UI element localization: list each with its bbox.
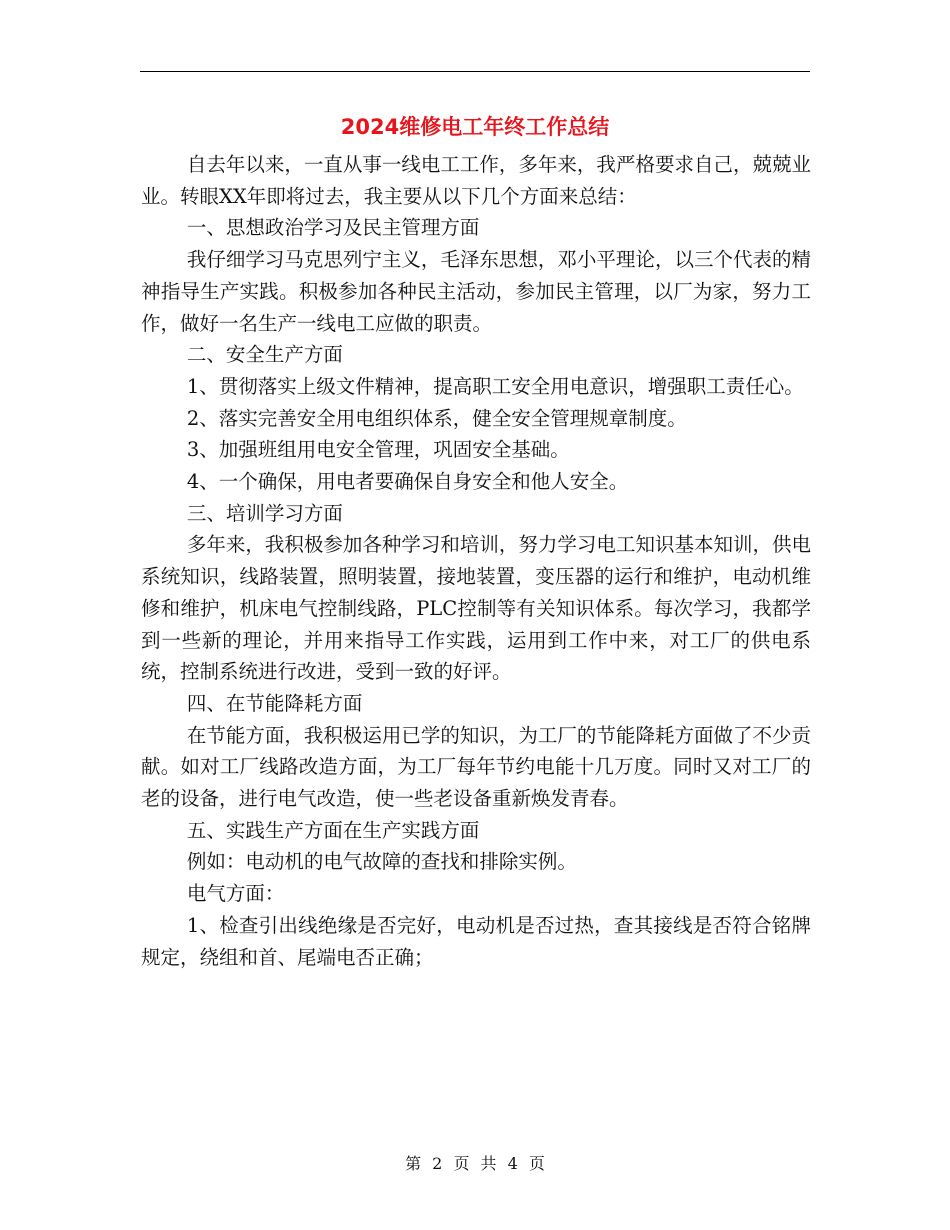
- section-heading-2: 二、安全生产方面: [186, 343, 343, 367]
- list-item: 1、贯彻落实上级文件精神，提高职工安全用电意识，增强职工责任心。: [186, 374, 804, 398]
- document-title: 2024维修电工年终工作总结: [340, 115, 610, 139]
- intro-paragraph: 自去年以来，一直从事一线电工工作，多年来，我严格要求自己，兢兢业业。转眼XX年即将过去，我主要从以下几个方面来总结：: [141, 153, 811, 208]
- list-item: 3、加强班组用电安全管理，巩固安全基础。: [186, 438, 570, 462]
- section-heading-1: 一、思想政治学习及民主管理方面: [186, 216, 480, 240]
- page-number-footer: 第 2 页 共 4 页: [405, 1154, 545, 1173]
- list-item: 2、落实完善安全用电组织体系，健全安全管理规章制度。: [186, 406, 687, 430]
- document-body: [141, 149, 811, 973]
- section-heading-5: 五、实践生产方面在生产实践方面: [186, 818, 480, 842]
- section-4-paragraph: 在节能方面，我积极运用已学的知识，为工厂的节能降耗方面做了不少贡献。如对工厂线路改造方面，为工厂每年节约电能十几万度。同时又对工厂的老的设备，进行电气改造，使一些老设备重新焕发青春。: [141, 723, 811, 811]
- section-1-paragraph: 我仔细学习马克思列宁主义，毛泽东思想，邓小平理论，以三个代表的精神指导生产实践。积极参加各种民主活动，参加民主管理，以厂为家，努力工作，做好一名生产一线电工应做的职责。: [141, 248, 811, 335]
- list-item: 4、一个确保，用电者要确保自身安全和他人安全。: [186, 470, 629, 494]
- section-heading-4: 四、在节能降耗方面: [186, 691, 363, 715]
- subheading-electrical: 电气方面：: [186, 882, 285, 906]
- example-line: 例如：电动机的电气故障的查找和排除实例。: [186, 850, 577, 874]
- list-item: 1、检查引出线绝缘是否完好，电动机是否过热，查其接线是否符合铭牌规定，绕组和首、尾端电否正确；: [141, 913, 811, 969]
- section-3-paragraph: 多年来，我积极参加各种学习和培训，努力学习电工知识基本知训，供电系统知识，线路装置，照明装置，接地装置，变压器的运行和维护，电动机维修和维护，机床电气控制线路，PLC控制等有关知识体系。每次学习，我都学到一些新的理论，并用来指导工作实践，运用到工作中来，对工厂的供电系统，控制系统进行改进，受到一致的好评。: [141, 533, 811, 684]
- header-rule: [140, 71, 810, 72]
- section-heading-3: 三、培训学习方面: [186, 501, 343, 525]
